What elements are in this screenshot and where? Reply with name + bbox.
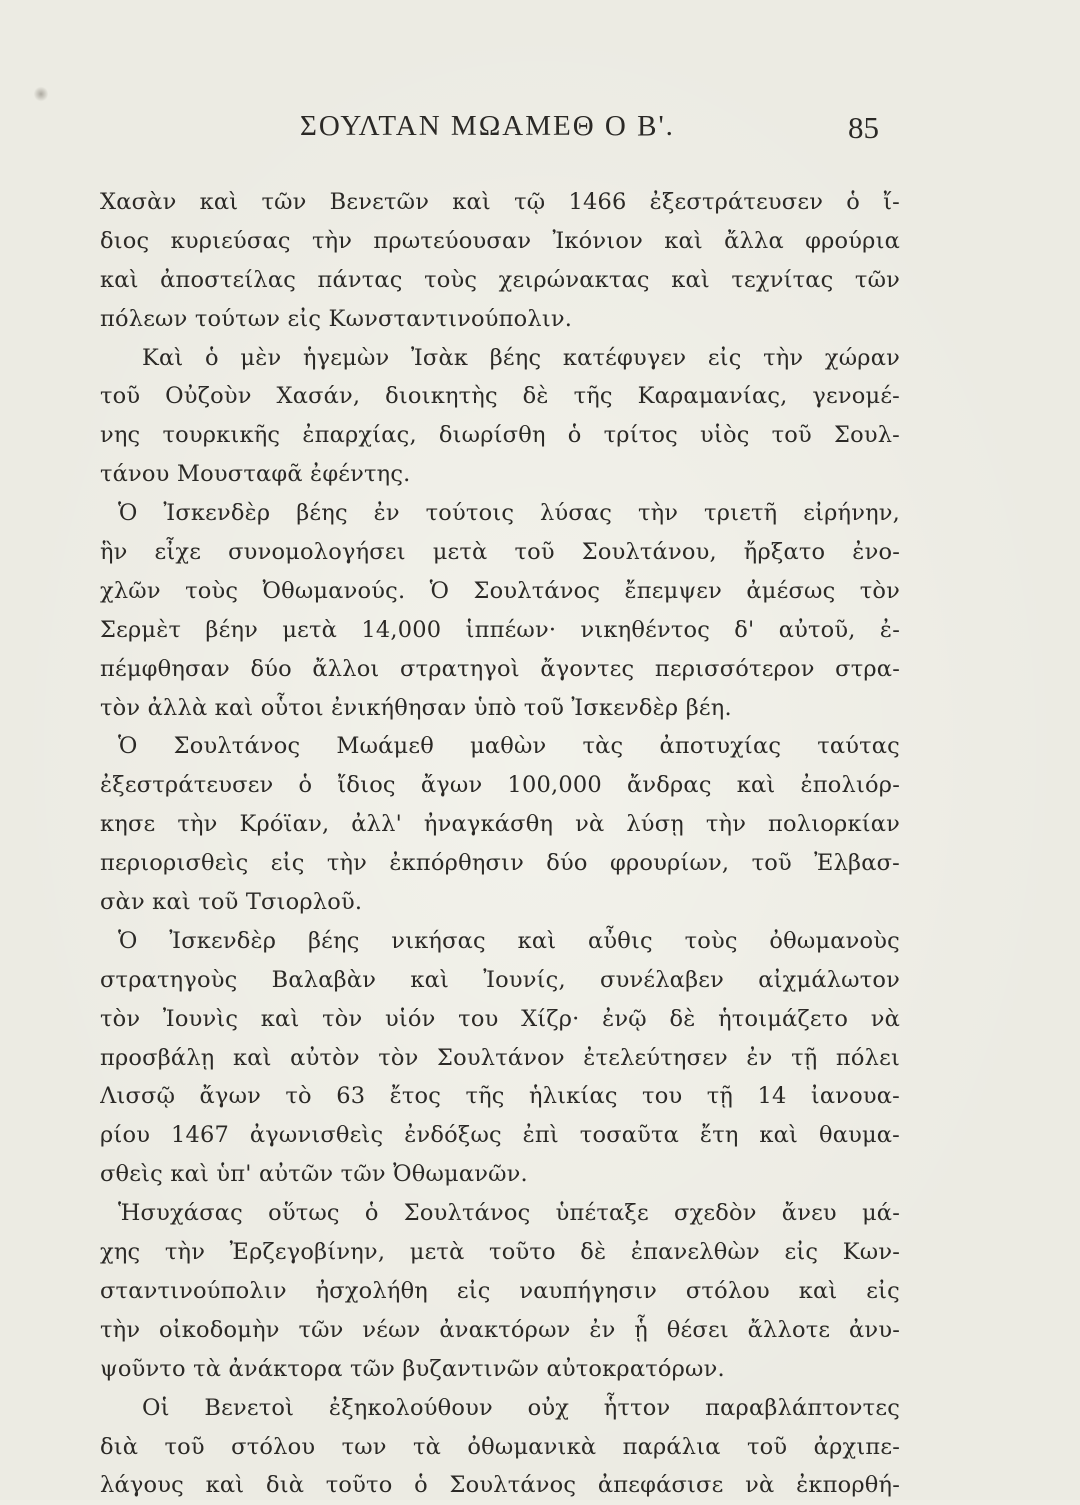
text-line: Οἱ Βενετοὶ ἐξηκολούθουν οὐχ ἧττον παραβλάπτοντες xyxy=(142,1394,900,1421)
text-line: νης τουρκικῆς ἐπαρχίας, διωρίσθη ὁ τρίτος υἱὸς τοῦ Σουλ- xyxy=(100,422,900,449)
text-line: ἐξεστράτευσεν ὁ ἴδιος ἄγων 100,000 ἄνδρας καὶ ἐπολιόρ- xyxy=(100,772,900,799)
text-line: σὰν καὶ τοῦ Τσιορλοῦ. xyxy=(100,889,363,916)
text-line: Λισσῷ ἄγων τὸ 63 ἔτος τῆς ἡλικίας του τῇ 14 ἰανουα- xyxy=(100,1083,900,1110)
text-line: τοῦ Οὐζοὺν Χασάν, διοικητὴς δὲ τῆς Καραμανίας, γενομέ- xyxy=(100,383,900,410)
text-line: Ὁ Σουλτάνος Μωάμεθ μαθὼν τὰς ἀποτυχίας ταύτας xyxy=(118,733,900,760)
text-line: τὸν ἀλλὰ καὶ οὗτοι ἐνικήθησαν ὑπὸ τοῦ Ἰσκενδὲρ βέη. xyxy=(100,694,732,721)
text-line: σθεὶς καὶ ὑπ' αὐτῶν τῶν Ὀθωμανῶν. xyxy=(100,1161,528,1188)
text-line: Καὶ ὁ μὲν ἡγεμὼν Ἰσὰκ βέης κατέφυγεν εἰς τὴν χώραν xyxy=(142,344,900,371)
text-line: Σερμὲτ βέην μετὰ 14,000 ἱππέων· νικηθέντος δ' αὐτοῦ, ἐ- xyxy=(100,616,900,643)
text-line: πέμφθησαν δύο ἄλλοι στρατηγοὶ ἄγοντες περισσότερον στρα- xyxy=(100,655,900,682)
text-line: διος κυριεύσας τὴν πρωτεύουσαν Ἰκόνιον καὶ ἄλλα φρούρια xyxy=(100,227,900,254)
text-line: ψοῦντο τὰ ἀνάκτορα τῶν βυζαντινῶν αὐτοκρατόρων. xyxy=(100,1355,725,1382)
body-text xyxy=(100,183,900,1505)
text-line: ἣν εἶχε συνομολογήσει μετὰ τοῦ Σουλτάνου, ἤρξατο ἐνο- xyxy=(100,539,900,566)
text-line: τὴν οἰκοδομὴν τῶν νέων ἀνακτόρων ἐν ᾗ θέσει ἄλλοτε ἀνυ- xyxy=(100,1316,900,1343)
page-number: 85 xyxy=(848,110,879,145)
text-line: στρατηγοὺς Βαλαβὰν καὶ Ἰουνίς, συνέλαβεν αἰχμάλωτον xyxy=(100,966,900,993)
text-line: διὰ τοῦ στόλου των τὰ ὀθωμανικὰ παράλια τοῦ ἀρχιπε- xyxy=(100,1433,900,1460)
text-line: λάγους καὶ διὰ τοῦτο ὁ Σουλτάνος ἀπεφάσισε νὰ ἐκπορθή- xyxy=(100,1472,900,1499)
text-line: περιορισθεὶς εἰς τὴν ἐκπόρθησιν δύο φρουρίων, τοῦ Ἐλβασ- xyxy=(100,850,900,877)
text-line: ρίου 1467 ἀγωνισθεὶς ἐνδόξως ἐπὶ τοσαῦτα ἔτη καὶ θαυμα- xyxy=(100,1122,900,1149)
text-line: κησε τὴν Κρόϊαν, ἀλλ' ἠναγκάσθη νὰ λύσῃ τὴν πολιορκίαν xyxy=(100,811,900,838)
text-line: Ἡσυχάσας οὕτως ὁ Σουλτάνος ὑπέταξε σχεδὸν ἄνευ μά- xyxy=(118,1200,900,1227)
running-head xyxy=(0,110,1080,150)
running-head-title: ΣΟΥΛΤΑΝ ΜΩΑΜΕΘ Ο Β'. xyxy=(300,110,675,142)
text-line: Ὁ Ἰσκενδὲρ βέης νικήσας καὶ αὖθις τοὺς ὀθωμανοὺς xyxy=(118,927,900,954)
text-line: τὸν Ἰουνὶς καὶ τὸν υἱόν του Χίζρ· ἐνῷ δὲ ἡτοιμάζετο νὰ xyxy=(100,1005,900,1032)
text-line: Ὁ Ἰσκενδὲρ βέης ἐν τούτοις λύσας τὴν τριετῆ εἰρήνην, xyxy=(118,500,900,527)
text-line: πόλεων τούτων εἰς Κωνσταντινούπολιν. xyxy=(100,305,573,332)
ink-spot xyxy=(34,86,48,102)
text-line: χης τὴν Ἐρζεγοβίνην, μετὰ τοῦτο δὲ ἐπανελθὼν εἰς Κων- xyxy=(100,1239,900,1266)
text-line: προσβάλῃ καὶ αὐτὸν τὸν Σουλτάνον ἐτελεύτησεν ἐν τῇ πόλει xyxy=(100,1044,900,1071)
text-line: χλῶν τοὺς Ὀθωμανούς. Ὁ Σουλτάνος ἔπεμψεν ἀμέσως τὸν xyxy=(100,577,900,604)
text-line: καὶ ἀποστείλας πάντας τοὺς χειρώνακτας καὶ τεχνίτας τῶν xyxy=(100,266,900,293)
text-line: τάνου Μουσταφᾶ ἐφέντης. xyxy=(100,461,411,488)
text-line: Χασὰν καὶ τῶν Βενετῶν καὶ τῷ 1466 ἐξεστράτευσεν ὁ ἴ- xyxy=(100,189,900,215)
text-line: σταντινούπολιν ἠσχολήθη εἰς ναυπήγησιν στόλου καὶ εἰς xyxy=(100,1277,900,1304)
